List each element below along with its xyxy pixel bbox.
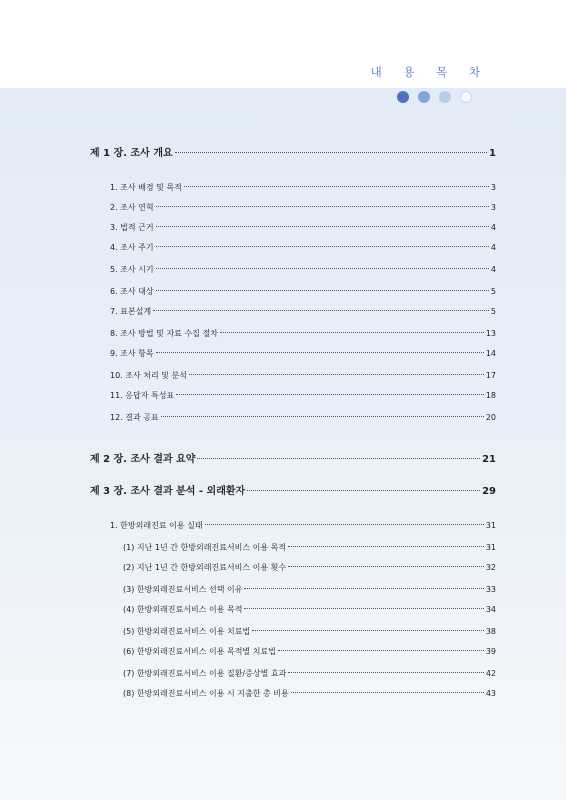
dot-leader (176, 394, 484, 395)
toc-entry-page: 5 (490, 307, 496, 316)
decorative-dots (397, 91, 472, 103)
toc-entry-label: (5) 한방외래진료서비스 이용 치료법 (123, 627, 251, 636)
dot-leader (278, 650, 484, 651)
toc-entry-label: (7) 한방외래진료서비스 이용 질환/증상별 효과 (123, 669, 287, 678)
toc-entry-label: 4. 조사 주기 (110, 243, 154, 252)
dot-leader (156, 352, 484, 353)
toc-subentry[interactable] (123, 560, 496, 576)
toc-subentry[interactable] (123, 686, 496, 702)
toc-entry-label: 10. 조사 처리 및 분석 (110, 371, 187, 380)
toc-entry[interactable] (110, 284, 496, 300)
dot-leader (197, 458, 480, 459)
toc-entry[interactable] (110, 518, 496, 534)
dot-icon (460, 91, 472, 103)
toc-entry-page: 4 (490, 265, 496, 274)
toc-subentry[interactable] (123, 666, 496, 682)
toc-entry[interactable] (110, 304, 496, 320)
dot-leader (288, 546, 484, 547)
toc-entry-page: 31 (485, 521, 496, 530)
toc-entry-label: 제 1 장. 조사 개요 (90, 148, 173, 159)
toc-entry-page: 3 (490, 203, 496, 212)
toc-entry-page: 1 (489, 148, 496, 159)
dot-icon (397, 91, 409, 103)
dot-leader (153, 310, 489, 311)
toc-subentry[interactable] (123, 540, 496, 556)
toc-entry-label: (4) 한방외래진료서비스 이용 목적 (123, 605, 243, 614)
toc-entry-page: 32 (485, 563, 496, 572)
toc-entry-label: (6) 한방외래진료서비스 이용 목적별 치료법 (123, 647, 276, 656)
dot-leader (156, 246, 489, 247)
dot-leader (175, 152, 487, 153)
toc-entry-page: 31 (485, 543, 496, 552)
dot-leader (220, 332, 484, 333)
toc-entry-label: 7. 표본설계 (110, 307, 152, 316)
toc-entry-page: 3 (490, 183, 496, 192)
toc-entry-label: 11. 응답자 특성표 (110, 391, 175, 400)
toc-entry-label: 1. 한방외래진료 이용 실태 (110, 521, 203, 530)
dot-icon (418, 91, 430, 103)
toc-entry[interactable] (110, 200, 496, 216)
dot-icon (439, 91, 451, 103)
dot-leader (189, 374, 484, 375)
dot-leader (244, 588, 483, 589)
toc-entry-page: 13 (485, 329, 496, 338)
toc-subentry[interactable] (123, 582, 496, 598)
toc-entry-page: 39 (485, 647, 496, 656)
toc-subentry[interactable] (123, 644, 496, 660)
toc-entry-page: 33 (485, 585, 496, 594)
toc-entry-label: (8) 한방외래진료서비스 이용 시 지출한 총 비용 (123, 689, 289, 698)
toc-entry-page: 18 (485, 391, 496, 400)
toc-entry-label: 제 3 장. 조사 결과 분석 - 외래환자 (90, 486, 246, 497)
toc-entry-label: 6. 조사 대상 (110, 287, 154, 296)
dot-leader (291, 692, 484, 693)
dot-leader (205, 524, 484, 525)
toc-entry-label: 12. 결과 공표 (110, 413, 159, 422)
dot-leader (288, 672, 484, 673)
toc-entry-label: (1) 지난 1년 간 한방외래진료서비스 이용 목적 (123, 543, 287, 552)
toc-subentry[interactable] (123, 624, 496, 640)
toc-entry[interactable] (110, 180, 496, 196)
dot-leader (288, 566, 484, 567)
dot-leader (244, 608, 483, 609)
toc-entry-page: 5 (490, 287, 496, 296)
toc-entry-label: 9. 조사 항목 (110, 349, 154, 358)
toc-entry-label: 제 2 장. 조사 결과 요약 (90, 454, 196, 465)
toc-entry-label: 2. 조사 연혁 (110, 203, 154, 212)
toc-entry-page: 43 (485, 689, 496, 698)
toc-entry-page: 4 (490, 243, 496, 252)
toc-entry-page: 17 (485, 371, 496, 380)
dot-leader (252, 630, 484, 631)
toc-entry-page: 20 (485, 413, 496, 422)
toc-chapter-3[interactable] (90, 484, 496, 500)
dot-leader (184, 186, 489, 187)
toc-chapter-2[interactable] (90, 452, 496, 468)
page-header (0, 0, 566, 88)
toc-entry[interactable] (110, 262, 496, 278)
toc-subentry[interactable] (123, 602, 496, 618)
toc-chapter-1[interactable] (90, 146, 496, 162)
toc-entry-page: 34 (485, 605, 496, 614)
toc-entry-page: 29 (482, 486, 496, 497)
dot-leader (161, 416, 484, 417)
toc-entry-label: 3. 법적 근거 (110, 223, 154, 232)
toc-entry-label: 1. 조사 배경 및 목적 (110, 183, 182, 192)
dot-leader (156, 226, 489, 227)
dot-leader (156, 206, 489, 207)
toc-entry-page: 4 (490, 223, 496, 232)
toc-entry-page: 14 (485, 349, 496, 358)
toc-entry-page: 42 (485, 669, 496, 678)
toc-entry[interactable] (110, 240, 496, 256)
toc-entry-page: 38 (485, 627, 496, 636)
dot-leader (156, 290, 489, 291)
toc-entry-label: (3) 한방외래진료서비스 선택 이유 (123, 585, 243, 594)
dot-leader (156, 268, 489, 269)
toc-entry[interactable] (110, 388, 496, 404)
toc-entry-label: (2) 지난 1년 간 한방외래진료서비스 이용 횟수 (123, 563, 287, 572)
toc-entry[interactable] (110, 346, 496, 362)
toc-entry[interactable] (110, 410, 496, 426)
toc-entry-label: 8. 조사 방법 및 자료 수집 절차 (110, 329, 218, 338)
toc-entry[interactable] (110, 368, 496, 384)
toc-entry-label: 5. 조사 시기 (110, 265, 154, 274)
toc-title: 내 용 목 차 (370, 65, 489, 79)
toc-entry-page: 21 (482, 454, 496, 465)
toc-entry[interactable] (110, 326, 496, 342)
toc-entry[interactable] (110, 220, 496, 236)
dot-leader (247, 490, 480, 491)
